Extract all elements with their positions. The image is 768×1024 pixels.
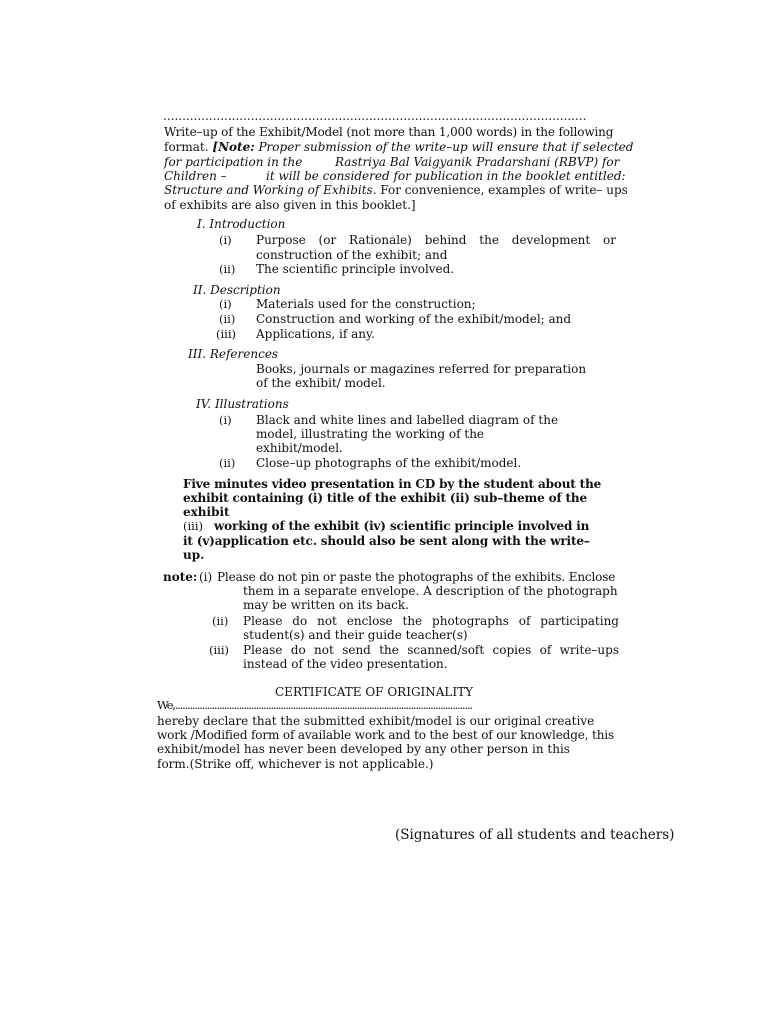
intro-note-text: Proper submission of the write–up will ensure that if selected	[254, 140, 634, 154]
video-line-3: exhibit	[183, 505, 230, 519]
intro-line-3a: for participation in the	[164, 155, 303, 169]
section-description-title: II. Description	[193, 283, 281, 297]
section-references-title: III. References	[188, 347, 279, 361]
certificate-line-1: hereby declare that the submitted exhibit/model is our original creative	[157, 714, 595, 728]
video-line-4: working of the exhibit (iv) scientific principle involved in	[214, 519, 590, 533]
video-line-2: exhibit containing (i) title of the exhibit (ii) sub–theme of the	[183, 491, 587, 505]
certificate-title: CERTIFICATE OF ORIGINALITY	[275, 685, 474, 699]
note-i-line-2: them in a separate envelope. A description of the photograph	[243, 584, 618, 598]
list-num: (ii)	[219, 312, 236, 326]
list-item: Applications, if any.	[256, 327, 375, 341]
section-illustrations-title: IV. Illustrations	[196, 397, 289, 411]
list-item-cont: exhibit/model.	[256, 441, 343, 455]
note-iii-line-2: instead of the video presentation.	[243, 657, 448, 671]
list-num: (iii)	[216, 327, 237, 341]
intro-line-2	[164, 140, 633, 155]
video-line-5: it (v)application etc. should also be sent along with the write–	[183, 534, 590, 548]
video-line-6: up.	[183, 548, 205, 562]
certificate-we-line: We,.........................................................................................................................	[157, 698, 472, 712]
certificate-line-4: form.(Strike off, whichever is not applicable.)	[157, 757, 434, 771]
note-ii-line-2: student(s) and their guide teacher(s)	[243, 628, 468, 642]
references-line-2: of the exhibit/ model.	[256, 376, 386, 390]
list-item: Construction and working of the exhibit/model; and	[256, 312, 572, 326]
list-item: Close–up photographs of the exhibit/model.	[256, 456, 522, 470]
list-item-cont: model, illustrating the working of the	[256, 427, 485, 441]
list-item: Materials used for the construction;	[256, 297, 476, 311]
intro-line-1: Write–up of the Exhibit/Model (not more than 1,000 words) in the following	[164, 125, 614, 139]
intro-line-4b: it will be considered for publication in the booklet entitled:	[266, 169, 626, 183]
note-ii-line-1: Please do not enclose the photographs of participating	[243, 614, 619, 628]
intro-line-3b: Rastriya Bal Vaigyanik Pradarshani (RBVP) for	[335, 155, 620, 169]
intro-line-6: of exhibits are also given in this booklet.]	[164, 198, 416, 212]
references-line-1: Books, journals or magazines referred for preparation	[256, 362, 587, 376]
list-num: (i)	[219, 413, 232, 427]
intro-note-label: [Note:	[212, 140, 255, 154]
note-num-ii: (ii)	[212, 614, 229, 628]
signature-line: (Signatures of all students and teachers)	[395, 827, 675, 843]
list-item: The scientific principle involved.	[256, 262, 455, 276]
note-i-line-3: may be written on its back.	[243, 598, 409, 612]
list-num: (ii)	[219, 262, 236, 276]
intro-format: format.	[164, 140, 213, 154]
top-dotted-line: ...............................................................................................................	[163, 109, 587, 123]
note-num-i: (i)	[199, 570, 213, 584]
list-item-cont: construction of the exhibit; and	[256, 248, 448, 262]
list-item: Purpose (or Rationale) behind the development or	[256, 233, 616, 247]
intro-line-4a: Children –	[164, 169, 227, 183]
list-num: (i)	[219, 233, 232, 247]
note-iii-line-1: Please do not send the scanned/soft copies of write–ups	[243, 643, 619, 657]
list-num: (i)	[219, 297, 232, 311]
list-num: (ii)	[219, 456, 236, 470]
video-line-1: Five minutes video presentation in CD by the student about the	[183, 477, 602, 491]
section-introduction-title: I. Introduction	[197, 217, 286, 231]
intro-line-5	[164, 183, 628, 198]
certificate-line-2: work /Modified form of available work and to the best of our knowledge, this	[157, 728, 614, 742]
booklet-title: Structure and Working of Exhibits.	[164, 183, 377, 197]
video-num-iii: (iii)	[183, 519, 204, 533]
note-i-line-1: Please do not pin or paste the photographs of the exhibits. Enclose	[217, 570, 616, 584]
list-item: Black and white lines and labelled diagram of the	[256, 413, 559, 427]
intro-line-5-rest: For convenience, examples of write– ups	[376, 183, 628, 197]
certificate-line-3: exhibit/model has never been developed by any other person in this	[157, 742, 570, 756]
note-label: note:	[163, 570, 198, 584]
note-num-iii: (iii)	[209, 643, 230, 657]
